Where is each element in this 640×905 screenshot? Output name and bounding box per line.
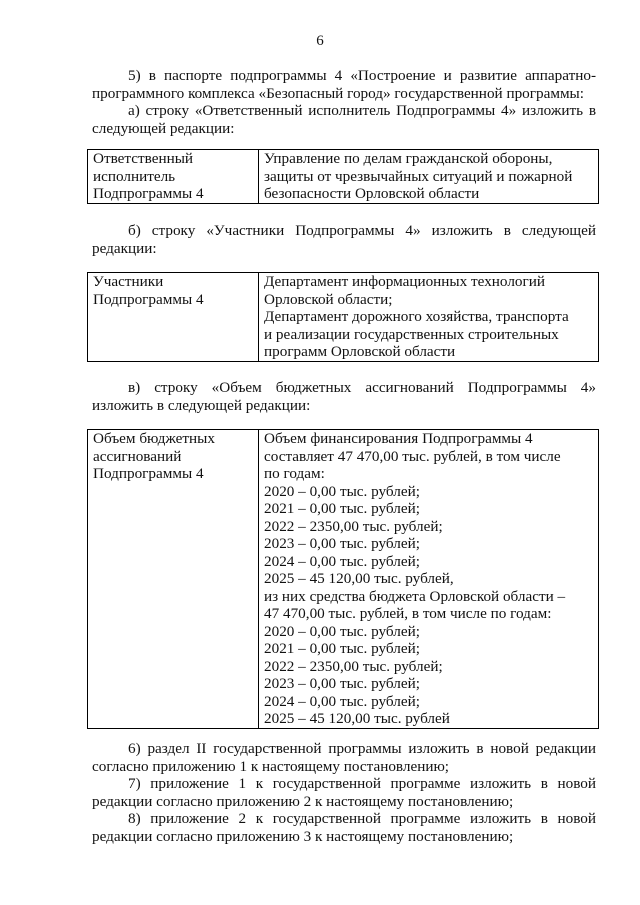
cell-line: Подпрограммы 4	[93, 185, 204, 202]
cell-line: безопасности Орловской области	[264, 185, 480, 202]
table-cell-label	[88, 150, 259, 204]
table-budget	[87, 429, 599, 729]
cell-line: 2022 – 2350,00 тыс. рублей;	[264, 517, 443, 535]
section-b	[92, 222, 596, 257]
cell-line: Объем финансирования Подпрограммы 4	[264, 430, 533, 447]
cell-line: Управление по делам гражданской обороны,	[264, 150, 553, 167]
cell-line: 2020 – 0,00 тыс. рублей;	[264, 622, 420, 640]
table-participants	[87, 272, 599, 362]
page-number: 6	[316, 33, 324, 49]
cell-line: 2025 – 45 120,00 тыс. рублей,	[264, 570, 454, 587]
paragraph-item-5: 5) в паспорте подпрограммы 4 «Построение и развитие аппаратно-программного комплекса «Безопасный город» государственной программы:	[92, 67, 596, 102]
cell-line: по годам:	[264, 465, 325, 482]
cell-line: ассигнований	[93, 447, 182, 465]
cell-line: 2024 – 0,00 тыс. рублей;	[264, 552, 420, 570]
table-row	[88, 150, 599, 204]
table-cell-value	[259, 430, 599, 729]
cell-line: 2023 – 0,00 тыс. рублей;	[264, 675, 420, 692]
table-responsible-executor	[87, 149, 599, 204]
closing-section	[92, 740, 596, 845]
cell-line: Подпрограммы 4	[93, 465, 204, 482]
cell-line: Департамент информационных технологий	[264, 273, 545, 290]
table-row	[88, 273, 599, 362]
cell-line: составляет 47 470,00 тыс. рублей, в том числе	[264, 447, 561, 465]
paragraph-item-b: б) строку «Участники Подпрограммы 4» изложить в следующей редакции:	[92, 222, 596, 257]
cell-line: 2024 – 0,00 тыс. рублей;	[264, 692, 420, 710]
table-cell-value	[259, 273, 599, 362]
cell-line: из них средства бюджета Орловской области –	[264, 587, 566, 605]
table-cell-value	[259, 150, 599, 204]
cell-line: 2021 – 0,00 тыс. рублей;	[264, 500, 420, 517]
paragraph-item-6: 6) раздел II государственной программы изложить в новой редакции согласно приложению 1 к настоящему постановлению;	[92, 740, 596, 775]
cell-line: Департамент дорожного хозяйства, транспорта	[264, 308, 569, 325]
table-row	[88, 430, 599, 729]
intro-section	[92, 67, 596, 137]
cell-line: защиты от чрезвычайных ситуаций и пожарной	[264, 167, 573, 185]
section-v	[92, 379, 596, 414]
cell-line: Ответственный	[93, 150, 194, 167]
table-cell-label	[88, 273, 259, 362]
cell-line: 2022 – 2350,00 тыс. рублей;	[264, 657, 443, 675]
cell-line: Объем бюджетных	[93, 430, 215, 447]
cell-line: 2021 – 0,00 тыс. рублей;	[264, 640, 420, 657]
cell-line: исполнитель	[93, 167, 176, 185]
cell-line: программ Орловской области	[264, 343, 456, 360]
cell-line: Орловской области;	[264, 290, 393, 308]
cell-line: и реализации государственных строительных	[264, 325, 559, 343]
paragraph-item-v: в) строку «Объем бюджетных ассигнований Подпрограммы 4» изложить в следующей редакции:	[92, 379, 596, 414]
cell-line: 47 470,00 тыс. рублей, в том числе по годам:	[264, 605, 552, 622]
cell-line: Участники	[93, 273, 164, 290]
cell-line: Подпрограммы 4	[93, 290, 204, 308]
cell-line: 2020 – 0,00 тыс. рублей;	[264, 482, 420, 500]
table-cell-label	[88, 430, 259, 729]
paragraph-item-a: а) строку «Ответственный исполнитель Подпрограммы 4» изложить в следующей редакции:	[92, 102, 596, 137]
paragraph-item-8: 8) приложение 2 к государственной программе изложить в новой редакции согласно приложению 3 к настоящему постановлению;	[92, 810, 596, 845]
cell-line: 2025 – 45 120,00 тыс. рублей	[264, 710, 450, 727]
cell-line: 2023 – 0,00 тыс. рублей;	[264, 535, 420, 552]
paragraph-item-7: 7) приложение 1 к государственной программе изложить в новой редакции согласно приложению 2 к настоящему постановлению;	[92, 775, 596, 810]
